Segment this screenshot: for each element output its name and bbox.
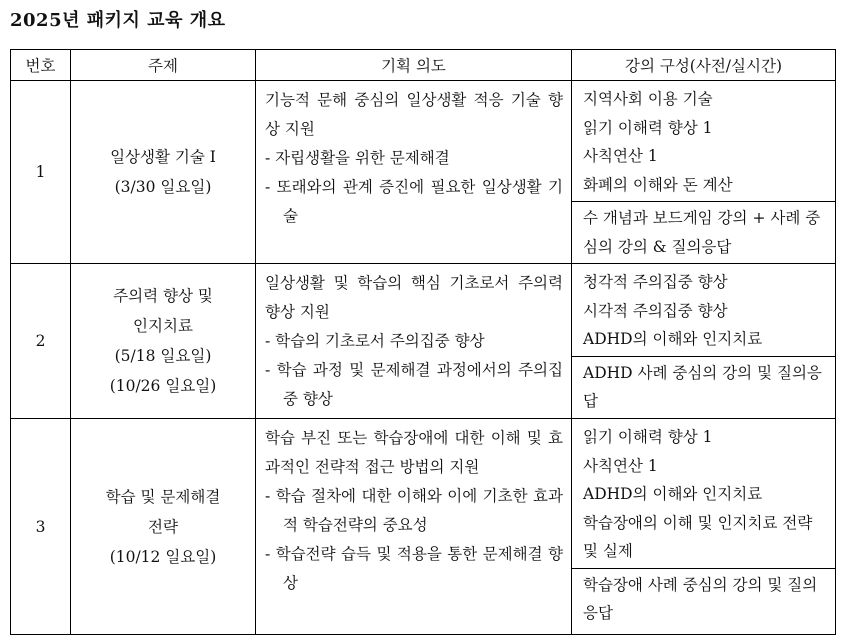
- row-topic: [71, 264, 256, 419]
- row-intent: [256, 81, 572, 264]
- topic-line: 인지치료: [133, 317, 193, 335]
- lecture-item: 화폐의 이해와 돈 계산: [583, 175, 733, 194]
- lecture-item: 청각적 주의집중 향상: [583, 273, 728, 291]
- intent-summary: 학습 부진 또는 학습장애에 대한 이해 및 효과적인 전략적 접근 방법의 지원: [265, 429, 563, 476]
- topic-line: 전략: [148, 517, 178, 536]
- lecture-item: ADHD의 이해와 인지치료: [583, 330, 763, 348]
- lecture-item: 사칙연산 1: [583, 147, 658, 165]
- row-num: 1: [11, 81, 71, 264]
- document-title: 2025년 패키지 교육 개요: [10, 10, 226, 31]
- table-row: [11, 419, 836, 635]
- row-lecture: [572, 264, 836, 419]
- intent-bullet: - 학습전략 습득 및 적용을 통한 문제해결 향상: [265, 545, 563, 592]
- lecture-format: 수 개념과 보드게임 강의 + 사례 중심의 강의 & 질의응답: [583, 209, 821, 256]
- lecture-item: 읽기 이해력 향상 1: [583, 428, 713, 446]
- topic-line: 학습 및 문제해결: [105, 487, 221, 506]
- intent-bullet: - 자립생활을 위한 문제해결: [265, 149, 450, 167]
- lecture-format: 학습장애 사례 중심의 강의 및 질의응답: [583, 575, 818, 622]
- row-lecture: [572, 81, 836, 264]
- topic-date: (10/26 일요일): [109, 377, 217, 395]
- intent-summary: 기능적 문해 중심의 일상생활 적응 기술 향상 지원: [265, 91, 563, 138]
- lecture-item: 지역사회 이용 기술: [583, 90, 713, 108]
- row-num: 2: [11, 264, 71, 419]
- intent-bullet: - 학습 과정 및 문제해결 과정에서의 주의집중 향상: [265, 361, 563, 408]
- header-intent: 기획 의도: [256, 50, 572, 81]
- header-lecture: 강의 구성(사전/실시간): [572, 50, 836, 81]
- intent-bullet: - 학습의 기초로서 주의집중 향상: [265, 332, 485, 350]
- table-row: [11, 81, 836, 264]
- topic-line: 일상생활 기술 I: [110, 148, 216, 166]
- topic-date: (5/18 일요일): [114, 347, 212, 365]
- row-intent: [256, 264, 572, 419]
- lecture-item: 읽기 이해력 향상 1: [583, 118, 713, 137]
- lecture-items: [572, 264, 835, 357]
- lecture-format: ADHD 사례 중심의 강의 및 질의응답: [583, 363, 822, 410]
- header-num: 번호: [11, 50, 71, 81]
- row-topic: [71, 81, 256, 264]
- lecture-items: [572, 81, 835, 202]
- table-row: [11, 264, 836, 419]
- header-topic: 주제: [71, 50, 256, 81]
- row-intent: [256, 419, 572, 635]
- lecture-item: 시각적 주의집중 향상: [583, 301, 728, 320]
- row-topic: [71, 419, 256, 635]
- topic-date: (10/12 일요일): [109, 547, 217, 566]
- row-lecture: [572, 419, 836, 635]
- intent-summary: 일상생활 및 학습의 핵심 기초로서 주의력 향상 지원: [265, 274, 563, 321]
- topic-line: 주의력 향상 및: [113, 287, 213, 305]
- lecture-item: 사칙연산 1: [583, 456, 658, 475]
- lecture-items: [572, 419, 835, 569]
- lecture-item: ADHD의 이해와 인지치료: [583, 485, 763, 503]
- package-overview-table: [10, 49, 836, 635]
- intent-bullet: - 또래와의 관계 증진에 필요한 일상생활 기술: [265, 178, 563, 225]
- topic-date: (3/30 일요일): [114, 178, 212, 196]
- row-num: 3: [11, 419, 71, 635]
- table-header-row: [11, 50, 836, 81]
- intent-bullet: - 학습 절차에 대한 이해와 이에 기초한 효과적 학습전략의 중요성: [265, 487, 563, 534]
- lecture-item: 학습장애의 이해 및 인지치료 전략 및 실제: [583, 513, 813, 560]
